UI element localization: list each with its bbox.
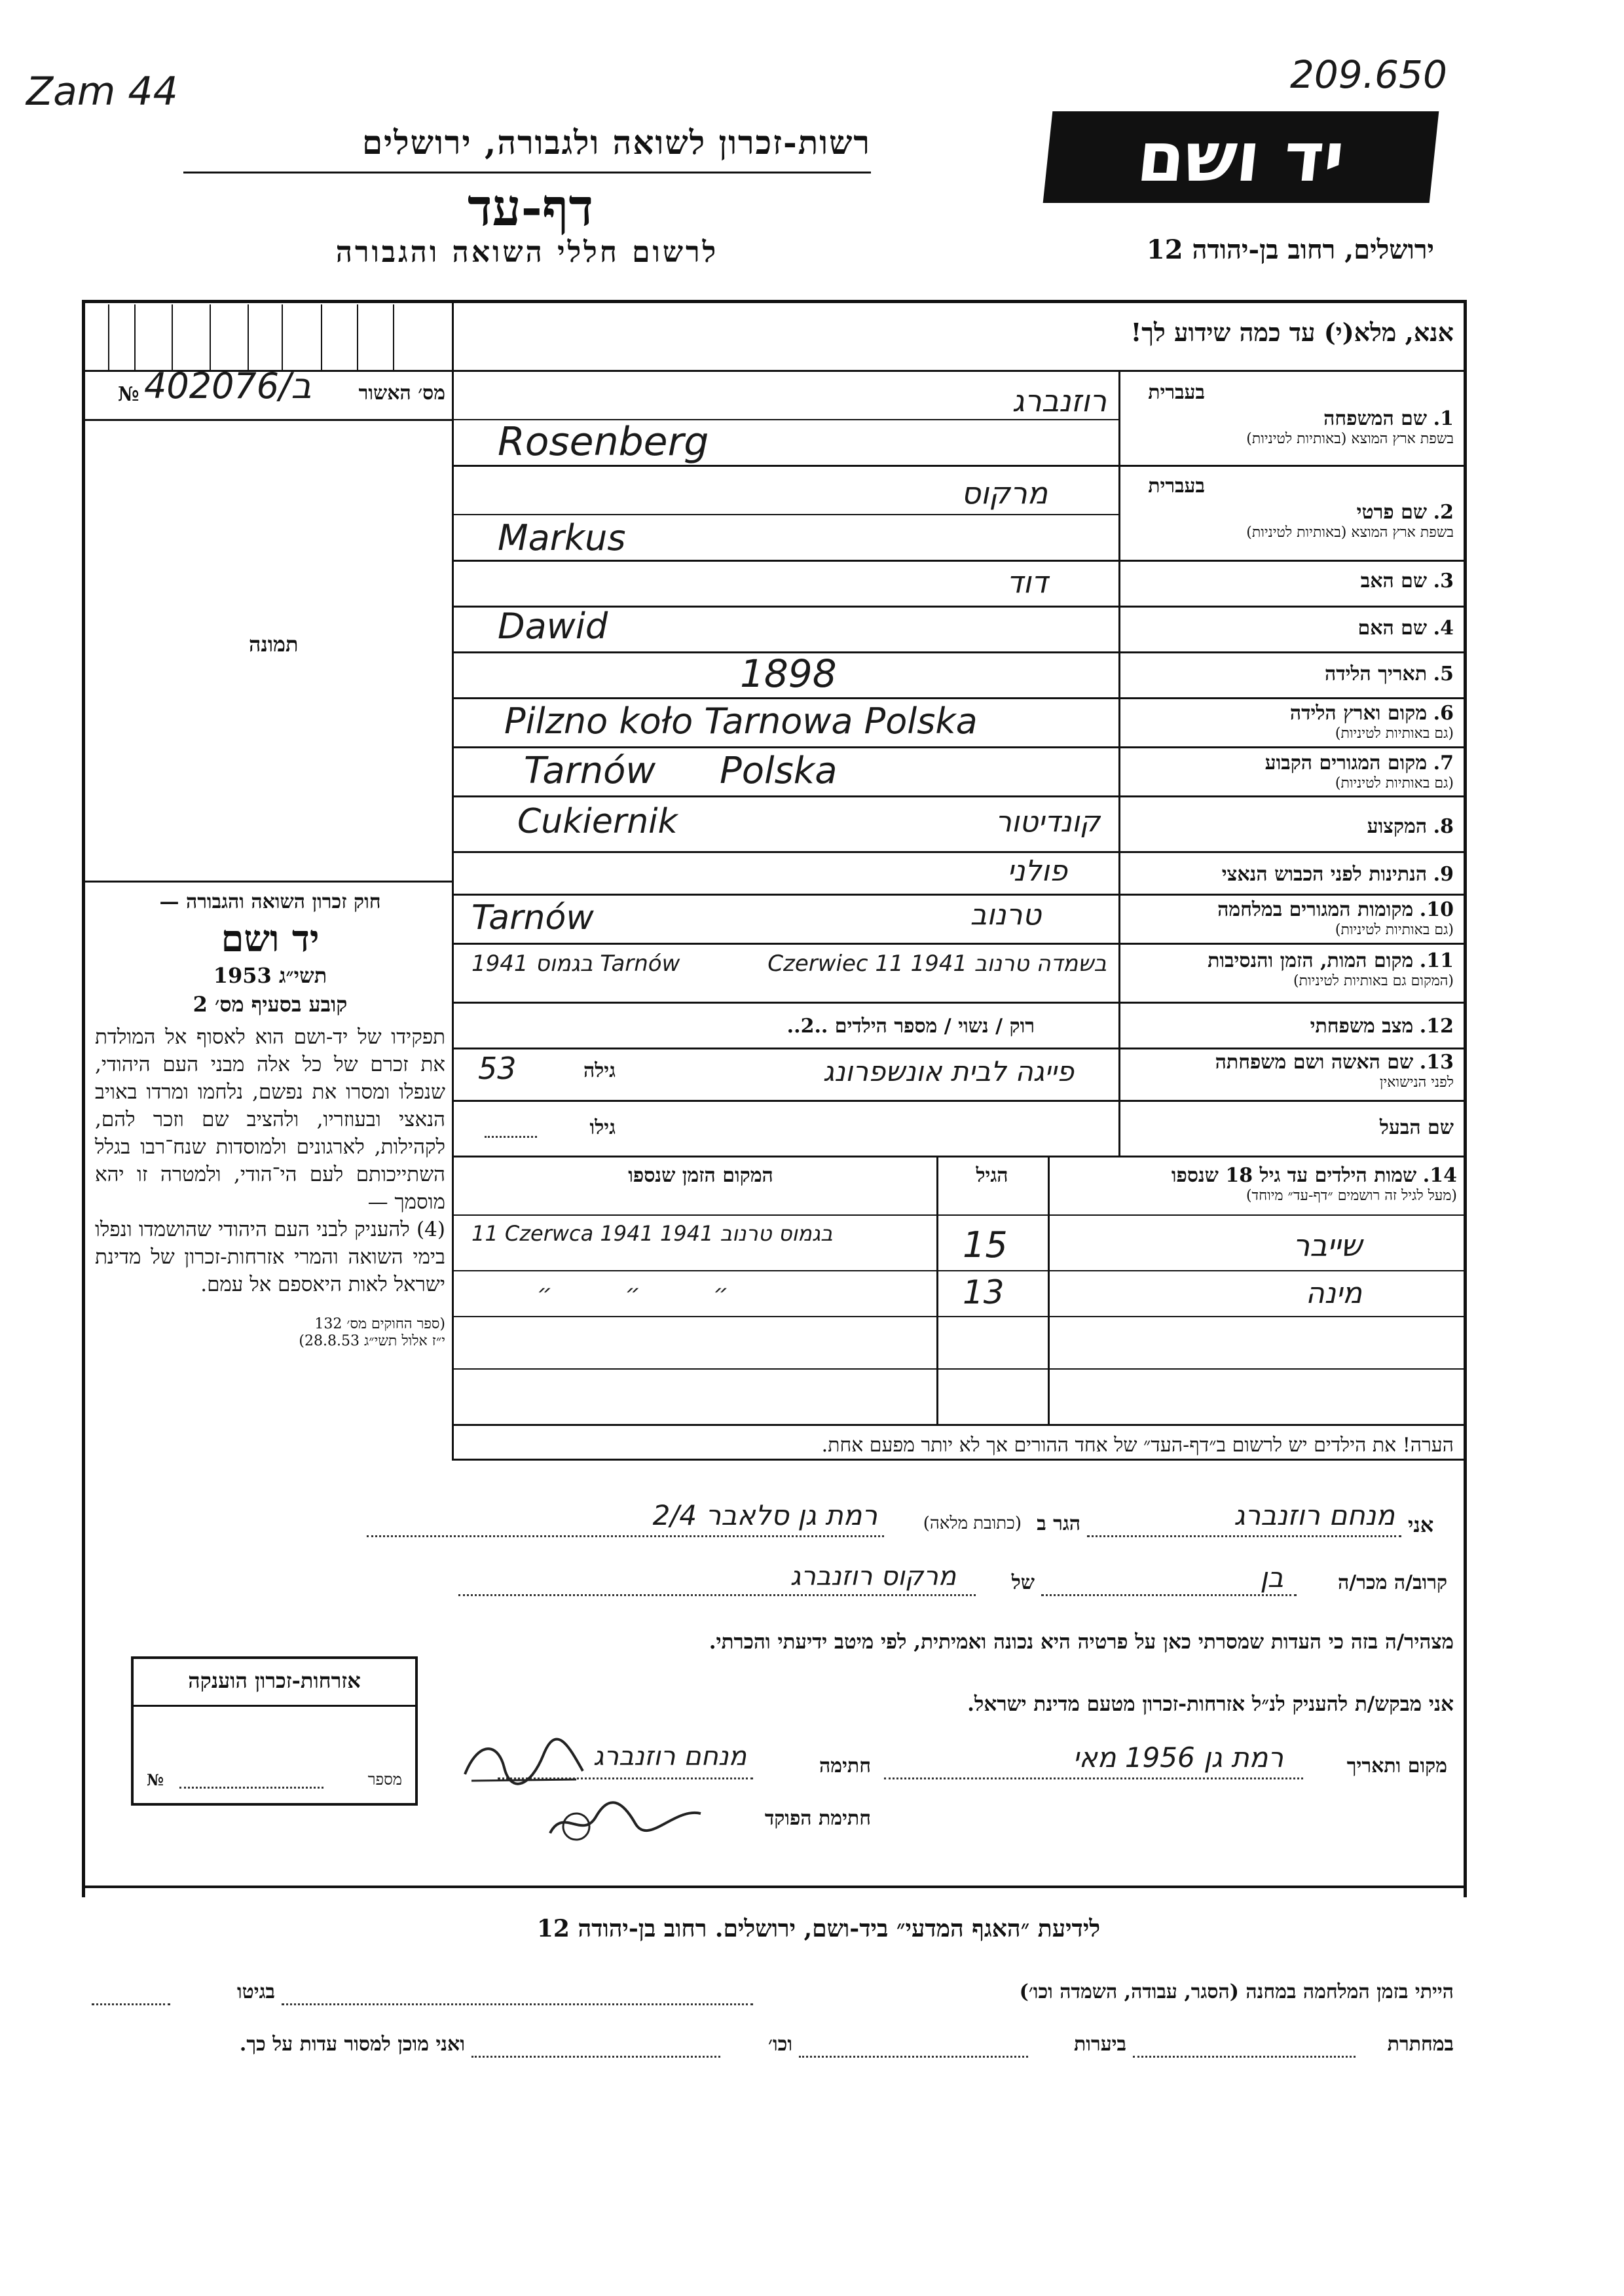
declarant-address-label: (כתובת מלאה) <box>923 1514 1022 1533</box>
law-name: יד ושם <box>221 917 320 960</box>
field-4-label: 4. שם האם <box>1357 617 1454 640</box>
field-13-age: 53 <box>478 1051 517 1086</box>
law-box <box>95 890 445 1349</box>
bottom-separator <box>85 1886 1464 1888</box>
field-1-hebrew: רוזנברג <box>1012 383 1107 418</box>
field-12-value: רוק / נשוי / מספר הילדים ..2.. <box>786 1015 1035 1038</box>
children-age-divider-right <box>1048 1156 1050 1424</box>
yad-vashem-logo <box>1043 111 1439 203</box>
field-9-label: 9. הנתינות לפני הכבוש הנאצי <box>1221 863 1454 886</box>
officer-signature-label: חתימת הפוקד <box>764 1807 871 1830</box>
child-1-name: שייבר <box>1293 1228 1362 1263</box>
field-7-value: Tarnów Polska <box>524 750 838 792</box>
margin-note-top-left: Zam 44 <box>26 69 178 115</box>
citizenship-no-mark: № <box>147 1770 164 1789</box>
org-underline <box>183 172 871 173</box>
field-13-value: פייגה לבית אונשפרונג <box>822 1055 1074 1087</box>
field-11-value: 1941 בגמוס Tarnów <box>471 951 680 977</box>
header-address: ירושלים, רחוב בן-יהודה 12 <box>1146 234 1434 265</box>
field-13-age-label: גילה <box>583 1059 616 1082</box>
of-name: מרקוס רוזנברג <box>790 1561 956 1592</box>
place-date-label: מקום ותאריך <box>1346 1755 1447 1777</box>
child-2-age: 13 <box>963 1273 1005 1311</box>
children-header: 14. שמות הילדים עד גיל 18 שנספו (מעל לגיל זה רושמים ״דף-עד״ מיוחד) <box>1171 1164 1457 1204</box>
officer-signature <box>537 1794 714 1846</box>
children-age-divider-left <box>936 1156 938 1424</box>
form-title: דף-עד <box>468 178 593 238</box>
label-column-divider <box>1118 370 1120 1156</box>
field-8-hebrew: קונדיטור <box>995 805 1100 839</box>
declarant-ani: אני <box>1408 1512 1434 1537</box>
citizenship-number-label: מספר <box>367 1770 402 1789</box>
logo-text: יד ושם <box>1134 117 1348 197</box>
relation-value: בן <box>1260 1561 1283 1594</box>
of-label: של <box>1011 1571 1035 1594</box>
bottom-forests: ביערות <box>1073 2033 1126 2056</box>
approval-label: מס׳ האשור <box>358 382 445 405</box>
field-9-value: פולני <box>1007 854 1067 888</box>
field-8-value: Cukiernik <box>517 802 678 841</box>
bottom-etc: וכו׳ <box>768 2033 792 2056</box>
signature-name: מנחם רוזנברג <box>593 1741 747 1772</box>
field-4-value: Dawid <box>498 606 608 647</box>
frame-right <box>1464 300 1467 1897</box>
children-age-header: הגיל <box>976 1164 1008 1187</box>
approval-number: 402076/ב <box>144 365 312 407</box>
field-2-label: בעברית 2. שם פרטי בשפת ארץ המוצא (באותיות לטיניות) <box>1148 475 1454 541</box>
field-8-label: 8. המקצוע <box>1367 815 1454 838</box>
org-line: רשות-זכרון לשואה ולגבורה, ירושלים <box>361 123 871 162</box>
place-date-value: רמת גן 1956 מאי <box>1073 1741 1283 1774</box>
field-7-label: 7. מקום המגורים הקבוע (גם באותיות לטיניות) <box>1264 752 1454 792</box>
field-2-hebrew: מרקוס <box>961 475 1048 511</box>
request-text: אני מבקש/ת להעניק לנ״ל אזרחות-זכרון מטעם מדינת ישראל. <box>967 1692 1454 1716</box>
margin-note-top-right: 209.650 <box>1290 52 1447 97</box>
child-2-name: מינה <box>1305 1277 1362 1310</box>
law-source: (ספר החוקים מס׳ 132 <box>314 1316 445 1332</box>
citizenship-box <box>131 1656 418 1806</box>
law-year: תשי״ג 1953 <box>213 963 327 988</box>
field-3-value: דוד <box>1006 564 1048 600</box>
signature-scribble <box>458 1735 589 1794</box>
bottom-ghetto: בגיטו <box>236 1980 275 2003</box>
bottom-underground: במחתרת <box>1387 2033 1454 2056</box>
husband-label: שם הבעל <box>1379 1116 1454 1139</box>
field-13-label: 13. שם האשה ושם משפחתה לפני הנישואין <box>1215 1051 1454 1091</box>
law-body: תפקידו של יד-ושם הוא לאסוף אל המולדת את זכרם של כל אלה מבני העם היהודי, שנפלו ומסרו את נפשם, נלחמו ומרדו באויב הנאצי ובעוזריו, ולהציב שם וזכר להם, לקהילות, לארגונים ולמוסדות שנח־רבו בגלל השתייכותם לעם הי־הודי, ולמטרה זו יהא מוסמך — <box>95 1025 445 1214</box>
field-11-hebrew: בשמדה טרנוב 1941 Czerwiec 11 <box>767 951 1107 977</box>
signature-label: חתימה <box>819 1755 871 1777</box>
bottom-heading: לידיעת ״האגף המדעי״ ביד-ושם, ירושלים. רחוב בן-יהודה 12 <box>536 1915 1101 1942</box>
law-body-2: (4) להעניק לבני העם היהודי שהושמדו ונפלו בימי השואה והמרי אזרחות-זכרון של מדינת ישראל לאות היאספם אל עמם. <box>95 1218 445 1296</box>
approval-no-mark: № <box>118 383 139 406</box>
bottom-testimony: ואני מוכן למסור עדות על כך. <box>239 2033 465 2056</box>
declarant-name: מנחם רוזנברג <box>1234 1499 1395 1531</box>
child-1-age: 15 <box>963 1224 1008 1266</box>
bottom-line1: הייתי בזמן המלחמה במחנה (הסגר, עבודה, השמדה וכו׳) <box>1019 1980 1454 2003</box>
field-5-label: 5. תאריך הלידה <box>1324 663 1454 685</box>
law-title: חוק זכרון השואה והגבורה — <box>159 890 381 913</box>
instruction-text: אנא, מלא(י) עד כמה שידוע לך! <box>1130 318 1454 347</box>
frame-top <box>82 300 1467 303</box>
declarant-resides: הגר ב <box>1037 1512 1080 1535</box>
field-10-hebrew: טרנוב <box>970 898 1041 932</box>
declaration-text: מצהיר/ה בזה כי העדות שמסרתי כאן על פרטיה היא נכונה ואמיתית, לפי מיטב ידיעתי והכרתי. <box>709 1630 1454 1654</box>
field-11-label: 11. מקום המות, הזמן והנסיבות (המקום גם באותיות לטיניות) <box>1208 949 1454 989</box>
left-column-divider <box>452 300 454 1459</box>
law-clause: קובע בסעיף מס׳ 2 <box>193 992 348 1017</box>
frame-left <box>82 300 85 1897</box>
photo-label: תמונה <box>249 632 299 657</box>
declarant-address: רמת גן סלאבר 2/4 <box>652 1499 877 1531</box>
field-6-value: Pilzno koło Tarnowa Polska <box>504 701 978 742</box>
field-3-label: 3. שם האב <box>1360 570 1454 592</box>
field-10-label: 10. מקומות המגורים במלחמה (גם באותיות לטיניות) <box>1217 898 1454 938</box>
field-5-value: 1898 <box>740 651 837 696</box>
children-note: הערה! את הילדים יש לרשום ב״דף-העד״ של אחד ההורים אך לא יותר מפעם אחת. <box>821 1434 1454 1457</box>
law-source-2: י״ז אלול תשי״ג 28.8.53) <box>299 1333 445 1349</box>
child-1-place: 11 Czerwca 1941 בגמוס טרנוב 1941 <box>471 1221 833 1246</box>
relation-label: קרוב/ה מכר/ה <box>1338 1571 1447 1594</box>
husband-age-label: גילו <box>589 1116 616 1139</box>
field-6-label: 6. מקום וארץ הלידה (גם באותיות לטיניות) <box>1289 702 1454 742</box>
children-place-header: המקום הזמן שנספו <box>628 1164 773 1187</box>
form-subtitle: לרשום חללי השואה והגבורה <box>335 236 719 269</box>
field-1-label: בעברית 1. שם המשפחה בשפת ארץ המוצא (באותיות לטיניות) <box>1148 381 1454 447</box>
field-10-value: Tarnów <box>471 898 594 938</box>
field-12-label: 12. מצב משפחתי <box>1310 1015 1454 1038</box>
child-2-place: ״ ״ ״ <box>537 1280 729 1307</box>
field-1-latin: Rosenberg <box>498 419 709 465</box>
citizenship-title: אזרחות-זכרון הוענקה <box>188 1668 361 1693</box>
field-2-latin: Markus <box>498 517 626 558</box>
